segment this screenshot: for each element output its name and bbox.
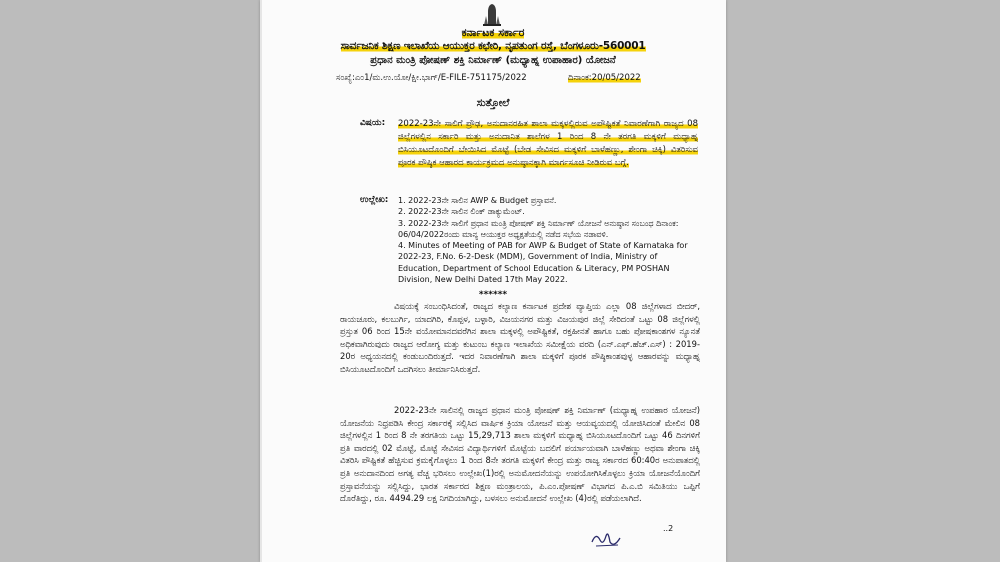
reference-date: ದಿನಾಂಕ:20/05/2022 (568, 73, 641, 83)
circular-heading: ಸುತ್ತೋಲೆ (476, 97, 510, 109)
document-page (260, 0, 726, 562)
reference-item: 1. 2022-23ನೇ ಸಾಲಿನ AWP & Budget ಪ್ರಸ್ತಾವನೆ. (398, 196, 557, 205)
subject-text: 2022-23ನೇ ಸಾಲಿಗೆ ಪ್ರೌಢ, ಅನುದಾನರಹಿತ ಶಾಲಾ ಮಕ್ಕಳಲ್ಲಿರುವ ಅಪೌಷ್ಟಿಕತೆ ನಿವಾರಣೆಗಾಗಿ ರಾಜ್ಯದ 08 ಜಿಲ್ಲೆಗಳಲ್ಲಿನ ಸರ್ಕಾರಿ ಮತ್ತು ಅನುದಾನಿತ ಶಾಲೆಗಳ 1 ರಿಂದ 8 ನೇ ತರಗತಿ ಮಕ್ಕಳಿಗೆ ಮಧ್ಯಾಹ್ನ ಬಿಸಿಯೂಟದೊಂದಿಗೆ ಬೇಯಿಸಿದ ಮೊಟ್ಟೆ (ಬೇಡ ಸೇವಿಸದ ಮಕ್ಕಳಿಗೆ ಬಾಳೆಹಣ್ಣು, ಶೇಂಗಾ ಚಿಕ್ಕಿ) ವಿತರಿಸುವ ಪೂರಕ ಪೌಷ್ಠಿಕ ಆಹಾರದ ಕಾರ್ಯಕ್ರಮದ ಅನುಷ್ಠಾನಕ್ಕಾಗಿ ಮಾರ್ಗಸೂಚಿ ನೀಡಿರುವ ಬಗ್ಗೆ. (398, 119, 698, 168)
references-list (398, 195, 698, 285)
reference-number: ಸಂಖ್ಯೆ:ಎಂ1/ಮ.ಉ.ಯೋ/ಕ್ಷೀ.ಭಾಗ್/E-FILE-751175/2022 (336, 73, 527, 83)
govt-title: ಕರ್ನಾಟಕ ಸರ್ಕಾರ (461, 26, 525, 39)
body-paragraph-2: 2022-23ನೇ ಸಾಲಿನಲ್ಲಿ ರಾಜ್ಯದ ಪ್ರಧಾನ ಮಂತ್ರಿ ಪೋಷಣ್ ಶಕ್ತಿ ನಿರ್ಮಾಣ್ (ಮಧ್ಯಾಹ್ನ ಉಪಹಾರ ಯೋಜನೆ) ಯೋಜನೆಯ ನಿಧ್ರಪಡಿಸಿ ಕೇಂದ್ರ ಸರ್ಕಾರಕ್ಕೆ ಸಲ್ಲಿಸಿದ ವಾರ್ಷಿಕ ಕ್ರಿಯಾ ಯೋಜನೆ ಮತ್ತು ಆಯವ್ಯಯದಲ್ಲಿ ಯೋಜಿಸಿದಂತೆ ಮೇಲಿನ 08 ಜಿಲ್ಲೆಗಳಲ್ಲಿನ 1 ರಿಂದ 8 ನೇ ತರಗತಿಯ ಒಟ್ಟು 15,29,713 ಶಾಲಾ ಮಕ್ಕಳಿಗೆ ಮಧ್ಯಾಹ್ನ ಬಿಸಿಯೂಟದೊಂದಿಗೆ ಒಟ್ಟು 46 ದಿನಗಳಿಗೆ ಪ್ರತಿ ವಾರದಲ್ಲಿ 02 ಮೊಟ್ಟೆ, ಮೊಟ್ಟೆ ಸೇವಿಸದ ವಿದ್ಯಾರ್ಥಿಗಳಿಗೆ ಮೊಟ್ಟೆಯ ಬದಲಿಗೆ ಪರ್ಯಾಯವಾಗಿ ಬಾಳೆಹಣ್ಣು ಅಥವಾ ಶೇಂಗಾ ಚಿಕ್ಕಿ ವಿತರಿಸಿ ಪೌಷ್ಟಿಕತೆ ಹೆಚ್ಚಿಸುವ ಕ್ರಮಕೈಗೊಳ್ಳಲು 1 ರಿಂದ 8ನೇ ತರಗತಿ ಮಕ್ಕಳಿಗೆ ಕೇಂದ್ರ ಮತ್ತು ರಾಜ್ಯ ಸರ್ಕಾರದ 60:40ರ ಅನುಪಾತದಲ್ಲಿ ಪ್ರತಿ ಅನುದಾನದಿಂದ ಅಗತ್ಯ ವೆಚ್ಚ ಭರಿಸಲು ಉಲ್ಲೇಖ(1)ರಲ್ಲಿ ಅನುಮೋದನೆಯನ್ನು ಉಪಯೋಗಿಸಿಕೊಳ್ಳಲು ಕ್ರಿಯಾ ಯೋಜನೆಯೊಂದಿಗೆ ಪ್ರಸ್ತಾವನೆಯನ್ನು ಸಲ್ಲಿಸಿದ್ದು, ಭಾರತ ಸರ್ಕಾರದ ಶಿಕ್ಷಣ ಮಂತ್ರಾಲಯ, ಪಿ.ಎಂ.ಪೋಷಣ್ ವಿಭಾಗದ ಪಿ.ಎ.ಬಿ ಸಮಿತಿಯು ಒಪ್ಪಿಗೆ ದೊರೆತಿದ್ದು, ರೂ. 4494.29 ಲಕ್ಷ ನಿಗದಿಯಾಗಿದ್ದು, ಬಳಸಲು ಅನುಮೋದನೆ ಉಲ್ಲೇಖ (4)ರಲ್ಲಿ ಪಡೆಯಲಾಗಿದೆ. (340, 405, 700, 504)
state-emblem-icon (479, 2, 505, 26)
subject-label: ವಿಷಯ: (360, 118, 386, 128)
page-edge (260, 0, 262, 562)
scheme-title: ಪ್ರಧಾನ ಮಂತ್ರಿ ಪೋಷಣ್ ಶಕ್ತಿ ನಿರ್ಮಾಣ್ (ಮಧ್ಯಾಹ್ನ ಉಪಾಹಾರ) ಯೋಜನೆ (370, 55, 616, 66)
reference-item: 2. 2022-23ನೇ ಸಾಲಿನ ಲಿಂಕ್ ಡಾಕ್ಯುಮೆಂಟ್. (398, 207, 525, 217)
separator: ****** (478, 290, 508, 300)
office-address: ಸಾರ್ವಜನಿಕ ಶಿಕ್ಷಣ ಇಲಾಖೆಯ ಆಯುಕ್ತರ ಕಛೇರಿ, ನೃಪತುಂಗ ರಸ್ತೆ, ಬೆಂಗಳೂರು-560001 (340, 40, 646, 52)
body-paragraph-1: ವಿಷಯಕ್ಕೆ ಸಂಬಂಧಿಸಿದಂತೆ, ರಾಜ್ಯದ ಕಲ್ಯಾಣ ಕರ್ನಾಟಕ ಪ್ರದೇಶ ವ್ಯಾಪ್ತಿಯ ಎಲ್ಲಾ 08 ಜಿಲ್ಲೆಗಳಾದ ಬೀದರ್, ರಾಯಚೂರು, ಕಲಬುರ್ಗಿ, ಯಾದಗಿರಿ, ಕೊಪ್ಪಳ, ಬಳ್ಳಾರಿ, ವಿಜಯನಗರ ಮತ್ತು ವಿಜಯಪುರ ಜಿಲ್ಲೆ ಸೇರಿದಂತೆ ಒಟ್ಟು 08 ಜಿಲ್ಲೆಗಳಲ್ಲಿ ಪ್ರಸ್ತುತ 06 ರಿಂದ 15ನೇ ವಯೋಮಾನದವರೆಗಿನ ಶಾಲಾ ಮಕ್ಕಳಲ್ಲಿ ಅಪೌಷ್ಟಿಕತೆ, ರಕ್ತಹೀನತೆ ಹಾಗೂ ಬಹು ಪೋಷಕಾಂಶಗಳ ನ್ಯೂನತೆ ಅಧಿಕವಾಗಿರುವುದು ರಾಜ್ಯದ ಆರೋಗ್ಯ ಮತ್ತು ಕುಟುಂಬ ಕಲ್ಯಾಣ ಇಲಾಖೆಯ ಸಮೀಕ್ಷೆಯ ವರದಿ (ಎನ್.ಎಫ್.ಹೆಚ್.ಎಸ್) : 2019-20ರ ಅಧ್ಯಯನದಲ್ಲಿ ಕಂಡುಬಂದಿರುತ್ತದೆ. ಇದರ ನಿವಾರಣೆಗಾಗಿ ಶಾಲಾ ಮಕ್ಕಳಿಗೆ ಪೂರಕ ಪೌಷ್ಠಿಕಾಂಶವುಳ್ಳ ಆಹಾರವನ್ನು ಮಧ್ಯಾಹ್ನ ಬಿಸಿಯೂಟದೊಂದಿಗೆ ಒದಗಿಸಲು ತೀರ್ಮಾನಿಸಿರುತ್ತದೆ. (340, 301, 700, 374)
references-label: ಉಲ್ಲೇಖ: (360, 195, 389, 205)
signature-icon (590, 528, 624, 550)
reference-item: 3. 2022-23ನೇ ಸಾಲಿಗೆ ಪ್ರಧಾನ ಮಂತ್ರಿ ಪೋಷಣ್ ಶಕ್ತಿ ನಿರ್ಮಾಣ್ ಯೋಜನೆ ಅನುಷ್ಠಾನ ಸಂಬಂಧ ದಿನಾಂಕ: 06/04/2022ರಂದು ಮಾನ್ಯ ಆಯುಕ್ತರ ಅಧ್ಯಕ್ಷತೆಯಲ್ಲಿ ನಡೆದ ಸಭೆಯ ನಡಾವಳಿ. (398, 218, 679, 239)
page-number: ..2 (663, 524, 674, 533)
reference-item: 4. Minutes of Meeting of PAB for AWP & Budget of State of Karnataka for 2022-23, F.No. 6-2-Desk (MDM), Government of India, Ministry of Education, Department of School Education & Literacy, PM POSHAN Division, New Delhi Dated 17th May 2022. (398, 241, 688, 285)
